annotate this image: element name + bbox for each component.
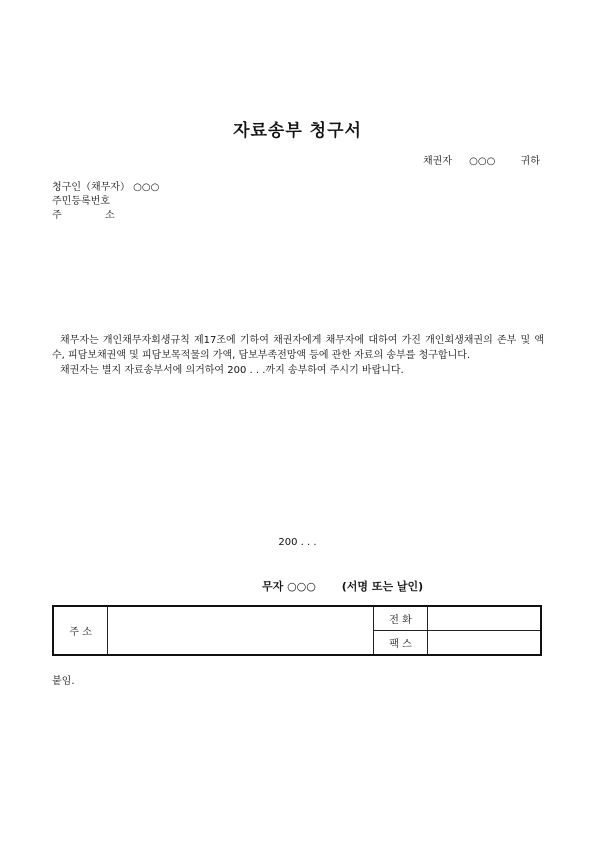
document-date: 200 . . . [278, 537, 317, 548]
address-label-cell: 주 소 [53, 606, 108, 655]
fax-value-cell [427, 631, 541, 656]
document-title: 자료송부 청구서 [233, 121, 362, 141]
request-body [52, 333, 544, 378]
fax-label-cell: 팩 스 [374, 631, 428, 656]
claimant-name-line: 청구인（채무자） ○○○ [52, 182, 160, 193]
phone-label-cell: 전 화 [374, 606, 428, 631]
phone-value-cell [427, 606, 541, 631]
claimant-id-label: 주민등록번호 [52, 196, 110, 207]
request-paragraph-2: 채권자는 별지 자료송부서에 의거하여 200 . . .까지 송부하여 주시기 바랍니다. [60, 365, 404, 376]
recipient-honorific: 귀하 [520, 156, 540, 167]
claimant-address-label-2: 소 [105, 210, 115, 221]
attachment-label: 붙임. [52, 676, 75, 687]
recipient-name: ○○○ [469, 156, 496, 167]
signature-note: (서명 또는 날인) [341, 580, 424, 593]
recipient-line [423, 152, 540, 167]
signature-name: 무자 ○○○ [262, 580, 316, 593]
address-value-cell [108, 606, 374, 655]
contact-table [52, 605, 542, 656]
claimant-address-label-1: 주 [52, 210, 62, 221]
recipient-label: 채권자 [423, 156, 452, 167]
request-paragraph-1: 채무자는 개인채무자회생규칙 제17조에 기하여 채권자에게 채무자에 대하여 가진 개인회생채권의 존부 및 액수, 피담보채권액 및 피담보목적물의 가액, 담보부족전망액 등에 관한 자료의 송부를 청구합니다. [52, 335, 544, 361]
signature-line [262, 578, 423, 594]
